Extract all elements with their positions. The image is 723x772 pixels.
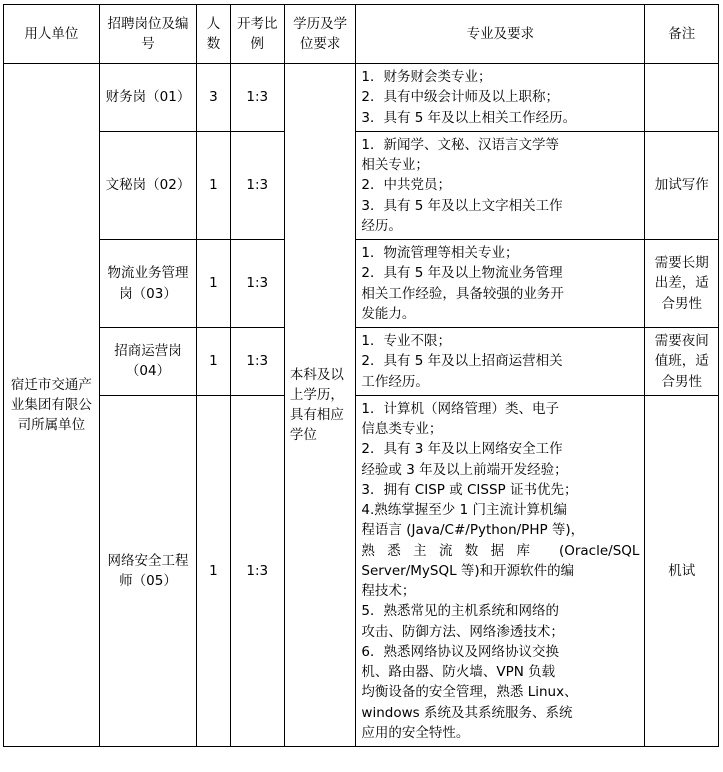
header-post: 招聘岗位及编号 [99,5,197,64]
header-ratio: 开考比例 [230,5,284,64]
major-line: 1．专业不限； [361,333,452,349]
table-row [4,328,719,396]
major-line: 发能力。 [361,305,416,322]
major-line: 1．物流管理等相关专业； [361,245,519,261]
table-row [4,240,719,328]
cell-ratio: 1:3 [230,240,284,328]
cell-post: 财务岗（01） [99,64,197,132]
cell-education: 本科及以上学历，具有相应学位 [284,64,356,747]
major-line: 3．拥有 CISP 或 CISSP 证书优先； [361,481,578,498]
major-line: 3．具有 5 年及以上相关工作经历。 [361,109,577,126]
major-line: 5．熟悉常见的主机系统和网络的 [361,603,560,620]
major-line: 信息类专业； [361,421,443,437]
cell-remark: 机试 [645,395,719,746]
major-line: 程技术； [361,583,416,599]
table-body [4,64,719,747]
major-line: 程语言 (Java/C#/Python/PHP 等)， [361,522,585,539]
major-line: 熟悉主流数据库 (Oracle/SQL [361,542,640,559]
cell-post: 物流业务管理岗（03） [99,240,197,328]
recruitment-table [3,4,719,747]
major-line: 1．财务财会类专业； [361,69,492,85]
major-line: 均衡设备的安全管理，熟悉 Linux、 [361,684,578,701]
major-line: 6．熟悉网络协议及网络协议交换 [361,643,560,660]
major-line: 2．具有 5 年及以上招商运营相关 [361,353,563,370]
header-number: 人数 [197,5,230,64]
major-line: 相关专业； [361,157,429,173]
major-line: 工作经历。 [361,373,429,390]
header-remark: 备注 [645,5,719,64]
cell-major [356,328,645,396]
major-line: 2．具有 3 年及以上网络安全工作 [361,441,563,458]
header-education: 学历及学位要求 [284,5,356,64]
header-unit: 用人单位 [4,5,100,64]
cell-ratio: 1:3 [230,131,284,239]
table-header [4,5,719,64]
cell-number: 3 [197,64,230,132]
major-line: 经历。 [361,217,402,234]
major-line: 机、路由器、防火墙、VPN 负载 [361,664,556,680]
table-row [4,131,719,239]
cell-ratio: 1:3 [230,395,284,746]
cell-number: 1 [197,240,230,328]
cell-number: 1 [197,328,230,396]
cell-post: 招商运营岗（04） [99,328,197,396]
cell-remark: 需要长期出差，适合男性 [645,240,719,328]
major-line: 2．具有中级会计师及以上职称； [361,89,560,106]
major-line: 应用的安全特性。 [361,724,470,741]
cell-number: 1 [197,395,230,746]
cell-number: 1 [197,131,230,239]
cell-major [356,64,645,132]
cell-ratio: 1:3 [230,328,284,396]
cell-post: 网络安全工程师（05） [99,395,197,746]
cell-remark [645,64,719,132]
major-line: 1．新闻学、文秘、汉语言文学等 [361,136,560,153]
major-line: 4.熟练掌握至少 1 门主流计算机编 [361,502,567,518]
cell-remark: 加试写作 [645,131,719,239]
cell-major [356,131,645,239]
major-line: windows 系统及其系统服务、系统 [361,704,573,721]
header-row [4,5,719,64]
table-row [4,64,719,132]
major-line: 1．计算机（网络管理）类、电子 [361,400,560,417]
major-line: 3．具有 5 年及以上文字相关工作 [361,197,563,214]
table-row [4,395,719,746]
major-line: 经验或 3 年及以上前端开发经验； [361,461,568,478]
major-line: 2．中共党员； [361,177,452,194]
major-line: 攻击、防御方法、网络渗透技术； [361,623,564,640]
major-line: Server/MySQL 等)和开源软件的编 [361,562,575,579]
cell-major [356,395,645,746]
major-line: 相关工作经验，具备较强的业务开 [361,285,564,302]
cell-remark: 需要夜间值班，适合男性 [645,328,719,396]
major-line: 2．具有 5 年及以上物流业务管理 [361,265,563,282]
cell-post: 文秘岗（02） [99,131,197,239]
header-major: 专业及要求 [356,5,645,64]
cell-major [356,240,645,328]
cell-unit-name: 宿迁市交通产业集团有限公司所属单位 [4,64,100,747]
cell-ratio: 1:3 [230,64,284,132]
